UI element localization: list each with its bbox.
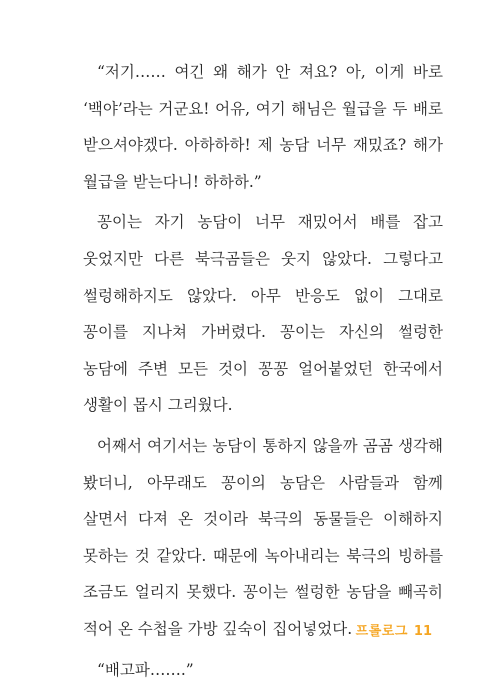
paragraph-dialogue-1: “저기…… 여긴 왜 해가 안 져요? 아, 이게 바로 ‘백야’라는 거군요! 어유, 여기 해님은 월급을 두 배로 받으셔야겠다. 아하하하! 제 농담 너무 재밌죠? 해가 월급을 받는다니! 하하하.” <box>83 63 443 191</box>
paragraph-dialogue-4: “배고파…….” <box>97 660 194 679</box>
paragraph-3: 어째서 여기서는 농담이 통하지 않을까 곰곰 생각해 봤더니, 아무래도 꽁이의 농담은 사람들과 함께 살면서 다져 온 것이라 북극의 동물들은 이해하지 못하는 것 같았다. 때문에 녹아내리는 북극의 빙하를 조금도 얼리지 못했다. 꽁이는 썰렁한 농담을 빼곡히 적어 온 수첩을 가방 깊숙이 집어넣었다. <box>83 436 443 638</box>
chapter-title: 프롤로그 <box>355 624 408 639</box>
body-text <box>83 54 443 688</box>
page-number: 11 <box>413 624 432 639</box>
page-footer <box>356 620 432 639</box>
paragraph-2: 꽁이는 자기 농담이 너무 재밌어서 배를 잡고 웃었지만 다른 북극곰들은 웃지 않았다. 그렇다고 썰렁해하지도 않았다. 아무 반응도 없이 그대로 꽁이를 지나쳐 가버렸다. 꽁이는 자신의 썰렁한 농담에 주변 모든 것이 꽁꽁 얼어붙었던 한국에서 생활이 몹시 그리웠다. <box>83 213 443 415</box>
